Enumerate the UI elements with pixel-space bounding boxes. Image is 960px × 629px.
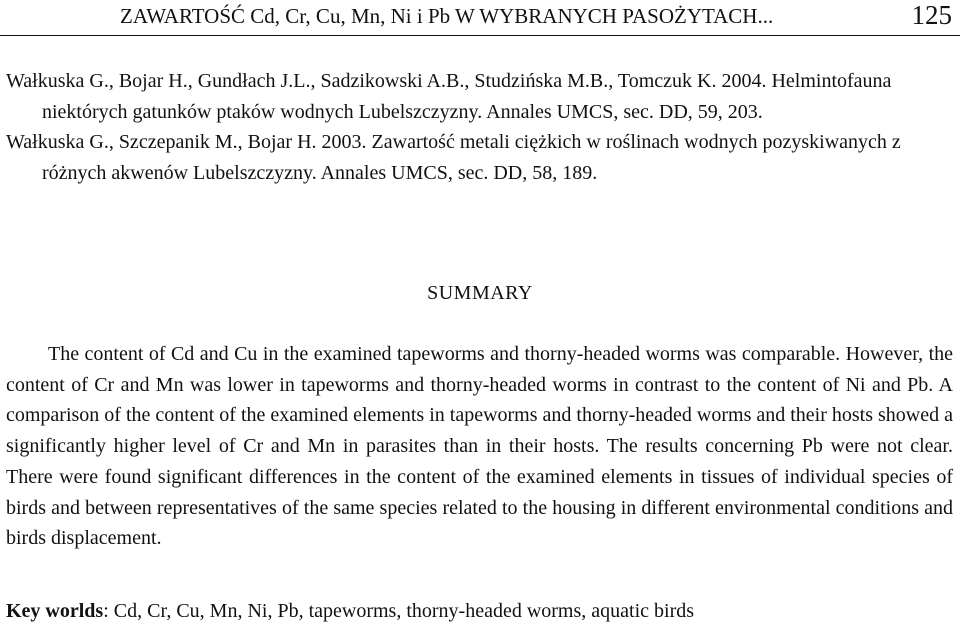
summary-paragraph: The content of Cd and Cu in the examined tapeworms and thorny-headed worms was comparable. However, the content of Cr and Mn was lower in tapeworms and thorny-headed worms in contrast to the content of Ni and Pb. A comparison of the content of the examined elements in tapeworms and thorny-headed worms and their hosts showed a significantly higher level of Cr and Mn in parasites than in their hosts. The results concerning Pb were not clear. There were found significant differences in the content of the examined elements in tissues of individual species of birds and between representatives of the same species related to the housing in different environmental conditions and birds displacement. [6, 343, 953, 550]
page-header [0, 0, 960, 38]
page-number: 125 [911, 0, 952, 30]
running-title: ZAWARTOŚĆ Cd, Cr, Cu, Mn, Ni i Pb W WYBRANYCH PASOŻYTACH... [120, 4, 774, 28]
reference-list [6, 66, 954, 188]
header-divider [0, 35, 960, 36]
keywords-line [6, 600, 954, 623]
keywords-separator: : [103, 600, 114, 622]
reference-item: Wałkuska G., Bojar H., Gundłach J.L., Sadzikowski A.B., Studzińska M.B., Tomczuk K. 2004. Helmintofauna niektórych gatunków ptaków wodnych Lubelszczyzny. Annales UMCS, sec. DD, 59, 203. [6, 70, 892, 123]
keywords-label: Key worlds [6, 600, 104, 622]
reference-item: Wałkuska G., Szczepanik M., Bojar H. 2003. Zawartość metali ciężkich w roślinach wodnych pozyskiwanych z różnych akwenów Lubelszczyzny. Annales UMCS, sec. DD, 58, 189. [6, 131, 901, 184]
summary-heading: SUMMARY [427, 282, 533, 304]
keywords-values: Cd, Cr, Cu, Mn, Ni, Pb, tapeworms, thorny-headed worms, aquatic birds [113, 600, 695, 622]
